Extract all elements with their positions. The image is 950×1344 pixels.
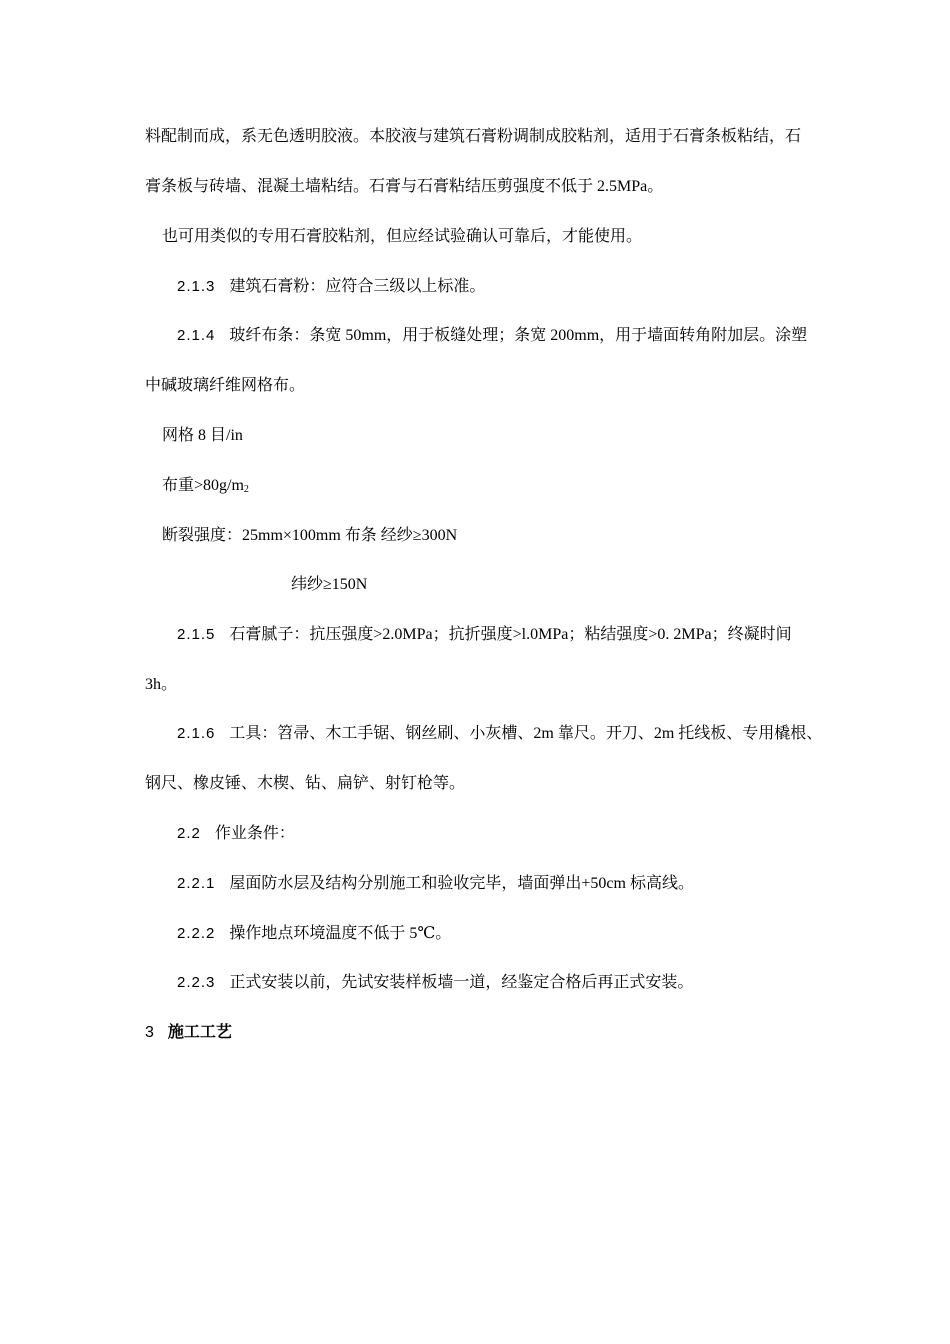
item-continuation: 3h。: [145, 676, 178, 693]
item-text: 玻纤布条：条宽 50mm，用于板缝处理；条宽 200mm，用于墙面转角附加层。涂塑: [229, 327, 808, 344]
item-continuation: 钢尺、橡皮锤、木楔、钻、扁铲、射钉枪等。: [145, 775, 466, 792]
list-item-2-1-5: [177, 625, 792, 645]
item-text: 屋面防水层及结构分别施工和验收完毕，墙面弹出+50cm 标高线。: [229, 875, 694, 892]
item-number: 2.1.4: [177, 327, 216, 344]
list-item-2-1-4: [177, 326, 807, 346]
list-item-2-2-2: [177, 924, 451, 944]
item-text: 工具：笤帚、木工手锯、钢丝刷、小灰槽、2m 靠尺。开刀、2m 托线板、专用橇根、: [229, 725, 823, 742]
item-text: 正式安装以前，先试安装样板墙一道，经鉴定合格后再正式安装。: [229, 974, 694, 991]
item-number: 2.2.1: [177, 875, 216, 892]
paragraph-line: 料配制而成，系无色透明胶液。本胶液与建筑石膏粉调制成胶粘剂，适用于石膏条板粘结，石: [145, 128, 802, 145]
item-number: 2.2.3: [177, 974, 216, 991]
item-number: 2.1.3: [177, 278, 216, 295]
item-number: 2.2.2: [177, 925, 216, 942]
item-text: 作业条件：: [214, 825, 295, 842]
item-number: 2.2: [177, 825, 201, 842]
list-item-2-1-6: [177, 724, 822, 744]
list-item-2-2-3: [177, 973, 693, 993]
section-number: 3: [145, 1024, 154, 1041]
section-heading: [145, 1023, 232, 1043]
section-title: 施工工艺: [167, 1024, 232, 1041]
list-item-2-1-3: [177, 277, 485, 297]
paragraph-line: 也可用类似的专用石膏胶粘剂，但应经试验确认可靠后，才能使用。: [162, 228, 643, 245]
spec-weight-subscript: 2: [243, 484, 249, 495]
item-number: 2.1.6: [177, 725, 216, 742]
paragraph-line: 膏条板与砖墙、混凝土墙粘结。石膏与石膏粘结压剪强度不低于 2.5MPa。: [145, 178, 664, 195]
spec-weight-text: 布重>80g/m: [162, 477, 244, 494]
spec-mesh: 网格 8 目/in: [162, 427, 243, 444]
spec-weight: [162, 476, 249, 500]
item-text: 建筑石膏粉：应符合三级以上标准。: [229, 278, 486, 295]
item-continuation: 中碱玻璃纤维网格布。: [145, 377, 306, 394]
list-item-2-2: [177, 824, 295, 844]
spec-strength-warp: 断裂强度：25mm×100mm 布条 经纱≥300N: [162, 527, 458, 544]
item-number: 2.1.5: [177, 626, 216, 643]
list-item-2-2-1: [177, 874, 694, 894]
item-text: 石膏腻子：抗压强度>2.0MPa；抗折强度>l.0MPa；粘结强度>0. 2MPa；终凝时间: [229, 626, 792, 643]
item-text: 操作地点环境温度不低于 5℃。: [229, 925, 452, 942]
spec-strength-weft: 纬纱≥150N: [291, 576, 368, 593]
